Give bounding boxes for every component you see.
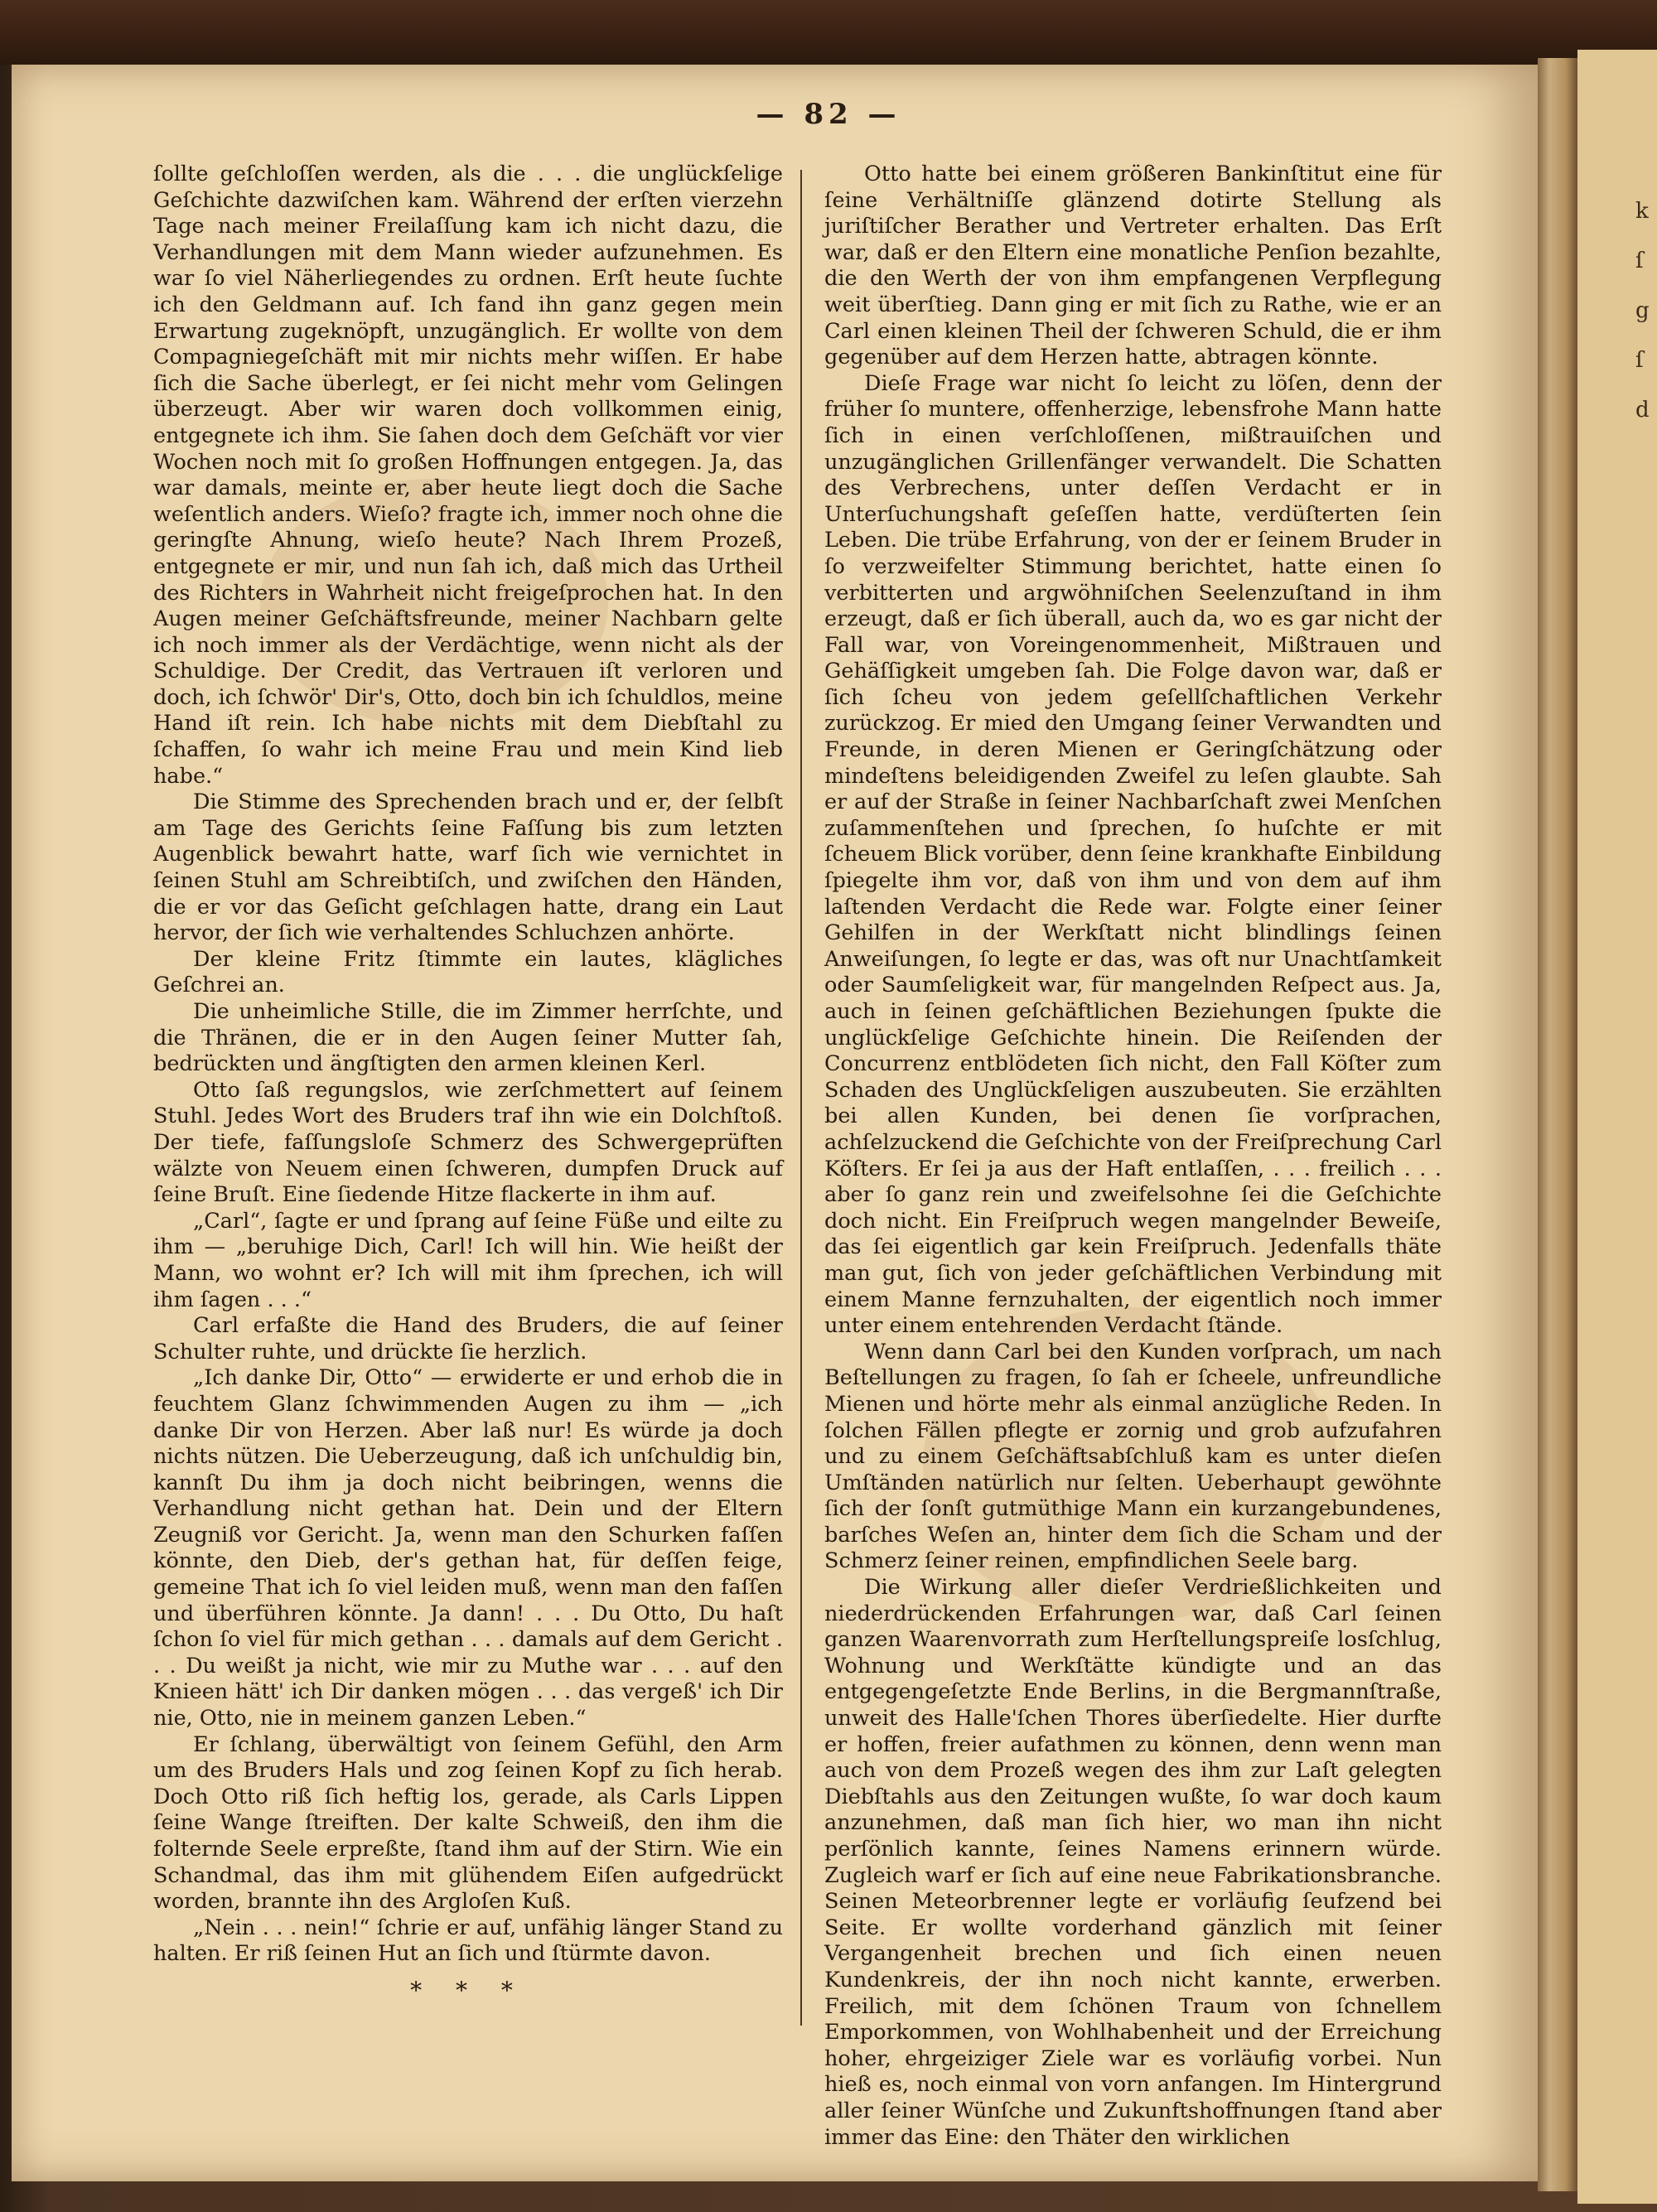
next-page-text-fragment: ſ: [1635, 348, 1644, 373]
next-page-text-fragment: k: [1635, 199, 1649, 224]
paragraph: ſollte geſchloſſen werden, als die . . . die unglückſelige Geſchichte dazwiſchen kam. Während der erſten vierzehn Tage nach meiner Freilaſſung kam ich nicht dazu, die Verhandlungen mit dem Mann wieder aufzunehmen. Es war ſo viel Näherliegendes zu ordnen. Erſt heute ſuchte ich den Geldmann auf. Ich fand ihn ganz gegen mein Erwartung zugeknöpft, unzugänglich. Er wollte von dem Compagniegeſchäft mit mir nichts mehr wiſſen. Er habe ſich die Sache überlegt, er ſei nicht mehr vom Gelingen überzeugt. Aber wir waren doch vollkommen einig, entgegnete ich ihm. Sie ſahen doch dem Geſchäft vor vier Wochen noch mit ſo großen Hoffnungen entgegen. Ja, das war damals, meinte er, aber heute liegt doch die Sache weſentlich anders. Wieſo? fragte ich, immer noch ohne die geringſte Ahnung, wieſo heute? Nach Ihrem Prozeß, entgegnete er mir, und nun ſah ich, daß mich das Urtheil des Richters in Wahrheit nicht freigeſprochen hat. In den Augen meiner Geſchäftsfreunde, meiner Nachbarn gelte ich noch immer als der Verdächtige, wenn nicht als der Schuldige. Der Credit, das Vertrauen iſt verloren und doch, ich ſchwör' Dir's, Otto, doch bin ich ſchuldlos, meine Hand iſt rein. Ich habe nichts mit dem Diebſtahl zu ſchaffen, ſo wahr ich meine Frau und mein Kind lieb habe.“: [153, 162, 783, 789]
paragraph: Er ſchlang, überwältigt von ſeinem Gefühl, den Arm um des Bruders Hals und zog ſeinen Kopf zu ſich herab. Doch Otto riß ſich heftig los, gerade, als Carls Lippen ſeine Wange ſtreiften. Der kalte Schweiß, den ihm die folternde Seele erpreßte, ſtand ihm auf der Stirn. Wie ein Schandmal, das ihm mit glühendem Eiſen aufgedrückt worden, brannte ihn des Argloſen Kuß.: [153, 1731, 783, 1915]
paragraph: Carl erfaßte die Hand des Bruders, die auf ſeiner Schulter ruhte, und drückte ſie herzlich.: [153, 1313, 783, 1364]
paragraph: Otto ſaß regungslos, wie zerſchmettert auf ſeinem Stuhl. Jedes Wort des Bruders traf ihn wie ein Dolchſtoß. Der tiefe, faſſungsloſe Schmerz des Schwergeprüften wälzte von Neuem einen ſchweren, dumpfen Druck auf ſeine Bruſt. Eine ſiedende Hitze flackerte in ihm auf.: [153, 1077, 783, 1208]
next-page-text-fragment: ſ: [1635, 249, 1644, 273]
paragraph: „Ich danke Dir, Otto“ — erwiderte er und erhob die in feuchtem Glanz ſchwimmenden Augen zu ihm — „ich danke Dir von Herzen. Aber laß nur! Es würde ja doch nichts nützen. Die Ueberzeugung, daß ich unſchuldig bin, kannſt Du ihm ja doch nicht beibringen, wenns die Verhandlung nicht gethan hat. Dein und der Eltern Zeugniß vor Gericht. Ja, wenn man den Schurken faſſen könnte, den Dieb, der's gethan hat, für deſſen feige, gemeine That ich ſo viel leiden muß, wenn man den faſſen und überführen könnte. Ja dann! . . . Du Otto, Du haſt ſchon ſo viel für mich gethan . . . damals auf dem Gericht . . . Du weißt ja nicht, wie mir zu Muthe war . . . auf den Knieen hätt' ich Dir danken mögen . . . das vergeß' ich Dir nie, Otto, nie in meinem ganzen Leben.“: [153, 1365, 783, 1731]
page-gutter: [1538, 58, 1577, 2191]
right-column: [824, 162, 1442, 2151]
book-binding-edge: [0, 0, 1657, 65]
column-divider: [800, 170, 802, 2026]
paragraph: Der kleine Fritz ſtimmte ein lautes, klägliches Geſchrei an.: [153, 946, 783, 998]
paragraph: Otto hatte bei einem größeren Bankinſtitut eine für ſeine Verhältniſſe glänzend dotirte Stellung als juriſtiſcher Berather und Vertreter erhalten. Das Erſt war, daß er den Eltern eine monatliche Penſion bezahlte, die den Werth der von ihm empfangenen Verpflegung weit überſtieg. Dann ging er mit ſich zu Rathe, wie er an Carl einen kleinen Theil der ſchweren Schuld, die er ihm gegenüber auf dem Herzen hatte, abtragen könnte.: [824, 162, 1442, 370]
paragraph: Dieſe Frage war nicht ſo leicht zu löſen, denn der früher ſo muntere, offenherzige, lebensfrohe Mann hatte ſich in einen verſchloſſenen, mißtrauiſchen und unzugänglichen Grillenfänger verwandelt. Die Schatten des Verbrechens, unter deſſen Verdacht er in Unterſuchungshaft geſeſſen hatte, verdüſterten ſein Leben. Die trübe Erfahrung, von der er ſeinem Bruder in ſo verzweifelter Stimmung berichtet, hatte einen ſo verbitterten und argwöhniſchen Seelenzuſtand in ihm erzeugt, daß er ſich überall, auch da, wo es gar nicht der Fall war, von Voreingenommenheit, Mißtrauen und Gehäſſigkeit umgeben ſah. Die Folge davon war, daß er ſich ſcheu von jedem geſellſchaftlichen Verkehr zurückzog. Er mied den Umgang ſeiner Verwandten und Freunde, in deren Mienen er Geringſchätzung oder mindeſtens beleidigenden Zweifel zu leſen glaubte. Sah er auf der Straße in ſeiner Nachbarſchaft zwei Menſchen zuſammenſtehen und ſprechen, ſo huſchte er mit ſcheuem Blick vorüber, denn ſeine krankhafte Einbildung ſpiegelte ihm vor, daß von ihm und von dem auf ihm laſtenden Verdacht die Rede war. Folgte einer ſeiner Gehilfen in der Werkſtatt nicht blindlings ſeinen Anweiſungen, ſo legte er das, was oft nur Unachtſamkeit oder Saumſeligkeit war, für mangelnden Reſpect aus. Ja, auch in ſeinen geſchäftlichen Beziehungen ſpukte die unglückſelige Geſchichte hinein. Die Reiſenden der Concurrenz entblödeten ſich nicht, den Fall Köſter zum Schaden des Unglückſeligen auszubeuten. Sie erzählten bei allen Kunden, bei denen ſie vorſprachen, achſelzuckend die Geſchichte von der Freiſprechung Carl Köſters. Er ſei ja aus der Haft entlaſſen, . . . freilich . . . aber ſo ganz rein und zweifelsohne ſei die Geſchichte doch nicht. Ein Freiſpruch wegen mangelnder Beweiſe, das ſei eigentlich gar kein Freiſpruch. Jedenfalls thäte man gut, ſich von jeder geſchäftlichen Verbindung mit einem Manne fernzuhalten, der eigentlich noch immer unter einem entehrenden Verdacht ſtände.: [824, 370, 1442, 1339]
paragraph: Die Stimme des Sprechenden brach und er, der ſelbſt am Tage des Gerichts ſeine Faſſung bis zum letzten Augenblick bewahrt hatte, warf ſich wie vernichtet in ſeinen Stuhl am Schreibtiſch, und zwiſchen den Händen, die er vor das Geſicht geſchlagen hatte, drang ein Laut hervor, der ſich wie verhaltendes Schluchzen anhörte.: [153, 790, 783, 946]
section-separator: * * *: [410, 1976, 526, 2004]
next-page-text-fragment: d: [1635, 398, 1650, 423]
left-column: [153, 162, 783, 2004]
paragraph: Die Wirkung aller dieſer Verdrießlichkeiten und niederdrückenden Erfahrungen war, daß Carl ſeinen ganzen Waarenvorrath zum Herſtellungspreiſe losſchlug, Wohnung und Werkſtätte kündigte und an das entgegengeſetzte Ende Berlins, in die Bergmannſtraße, unweit des Halle'ſchen Thores überſiedelte. Hier durfte er hoffen, freier aufathmen zu können, denn wenn man auch von dem Prozeß wegen des ihm zur Laſt gelegten Diebſtahls aus den Zeitungen wußte, ſo war doch kaum anzunehmen, daß man ſich hier, wo man ihn nicht perſönlich kannte, ſeines Namens erinnern würde. Zugleich warf er ſich auf eine neue Fabrikationsbranche. Seinen Meteorbrenner legte er vorläufig ſeufzend bei Seite. Er wollte vorderhand gänzlich mit ſeiner Vergangenheit brechen und ſich einen neuen Kundenkreis, der ihn noch nicht kannte, erwerben. Freilich, mit dem ſchönen Traum von ſchnellem Emporkommen, von Wohlhabenheit und der Erreichung hoher, ehrgeiziger Ziele war es vorläufig vorbei. Nun hieß es, noch einmal von vorn anfangen. Im Hintergrund aller ſeiner Wünſche und Zukunftshoffnungen ſtand aber immer das Eine: den Thäter den wirklichen: [824, 1575, 1442, 2150]
paragraph: Wenn dann Carl bei den Kunden vorſprach, um nach Beſtellungen zu fragen, ſo ſah er ſcheele, unfreundliche Mienen und hörte mehr als einmal anzügliche Reden. In ſolchen Fällen pflegte er zornig und grob aufzufahren und zu einem Geſchäftsabſchluß kam es unter dieſen Umſtänden natürlich nur ſelten. Ueberhaupt gewöhnte ſich der ſonſt gutmüthige Mann ein kurzangebundenes, barſches Weſen an, hinter dem ſich die Scham und der Schmerz ſeiner reinen, empfindlichen Seele barg.: [824, 1339, 1442, 1574]
adjacent-page-sliver: [1577, 50, 1657, 2204]
page-number: — 82 —: [756, 98, 901, 131]
paragraph: „Nein . . . nein!“ ſchrie er auf, unfähig länger Stand zu halten. Er riß ſeinen Hut an ſich und ſtürmte davon.: [153, 1915, 783, 1967]
next-page-text-fragment: g: [1635, 298, 1650, 323]
paragraph: Die unheimliche Stille, die im Zimmer herrſchte, und die Thränen, die er in den Augen ſeiner Mutter ſah, bedrückten und ängſtigten den armen kleinen Kerl.: [153, 999, 783, 1077]
paragraph: „Carl“, ſagte er und ſprang auf ſeine Füße und eilte zu ihm — „beruhige Dich, Carl! Ich will hin. Wie heißt der Mann, wo wohnt er? Ich will mit ihm ſprechen, ich will ihm ſagen . . .“: [153, 1208, 783, 1312]
